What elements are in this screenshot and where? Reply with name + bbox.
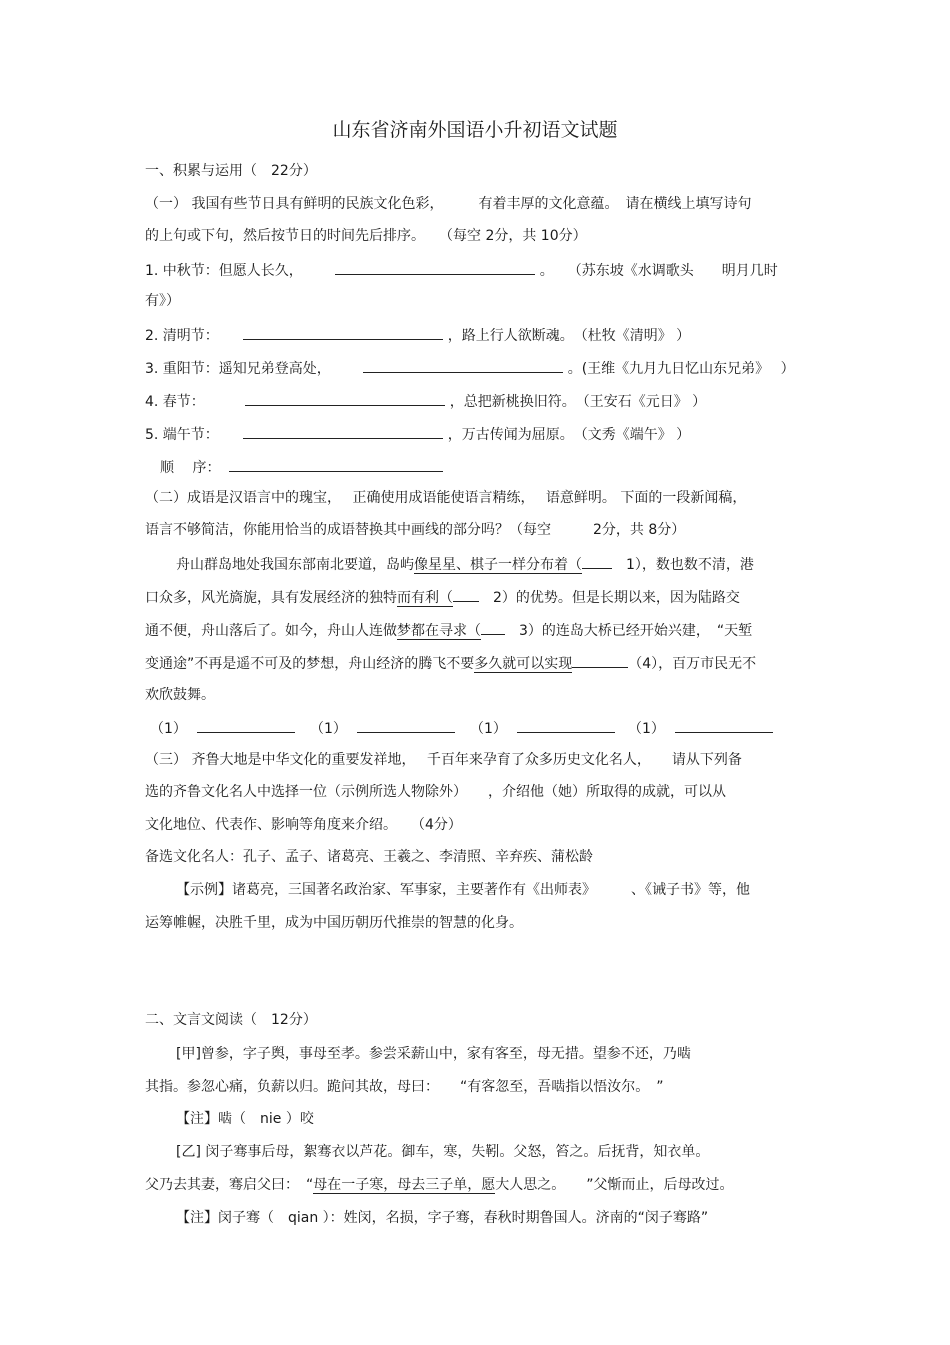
text-jia-line-1: [甲]曾参，字子舆，事母至孝。参尝采薪山中，家有客至，母无措。望参不还，乃啮 — [176, 1046, 691, 1062]
answer-blank-5[interactable] — [243, 424, 443, 439]
question-4 — [145, 391, 706, 411]
example-line-2: 运筹帷幄，决胜千里，成为中国历朝历代推崇的智慧的化身。 — [145, 915, 523, 931]
question-1 — [145, 260, 778, 280]
part3-intro-line1: （三） 齐鲁大地是中华文化的重要发祥地， 千百年来孕育了众多历史文化名人， 请从下列备 — [145, 752, 742, 768]
passage-gap-3 — [481, 620, 505, 635]
question-5-label: 5. 端午节： — [145, 427, 219, 443]
question-2-text: ，路上行人欲断魂。 （杜牧《清明》 ） — [447, 328, 691, 344]
part3-intro-line2: 选的齐鲁文化名人中选择一位（示例所选人物除外） ，介绍他（她）所取得的成就，可以从 — [145, 784, 726, 800]
passage-line-1 — [176, 554, 754, 574]
section-heading-1: 一、积累与运用（ 22分） — [145, 163, 317, 179]
answer-label: （1） — [628, 721, 665, 737]
example-line-1: 【示例】诸葛亮，三国著名政治家、军事家，主要著作有《出师表》 、《诫子书》等，他 — [176, 882, 750, 898]
page-title: 山东省济南外国语小升初语文试题 — [332, 119, 618, 141]
answer-blank-1[interactable] — [335, 260, 535, 275]
underlined-phrase-4: 多久就可以实现 — [474, 656, 573, 672]
answer-row — [470, 718, 615, 738]
question-2 — [145, 325, 690, 345]
note-2: 【注】闵子骞（ qian ）：姓闵，名损，字子骞，春秋时期鲁国人。济南的“闵子骞路” — [176, 1210, 709, 1226]
question-4-text: ，总把新桃换旧符。 （王安石《元日》 ） — [449, 394, 707, 410]
answer-label: （1） — [470, 721, 507, 737]
underlined-phrase-3: 梦都在寻求（ — [397, 623, 481, 639]
passage-text: 舟山群岛地处我国东部南北要道，岛屿 — [176, 557, 414, 573]
question-1-source: 。 （苏东坡《水调歌头 明月几时 — [539, 263, 778, 279]
passage-text: （4），百万市民无不 — [628, 656, 757, 672]
note-1: 【注】啮（ nie ）咬 — [176, 1111, 314, 1127]
order-blank[interactable] — [229, 457, 443, 472]
idiom-blank-4[interactable] — [675, 718, 773, 733]
part3-intro-line3: 文化地位、代表作、影响等角度来介绍。 （4分） — [145, 817, 462, 833]
passage-gap-1 — [582, 554, 612, 569]
question-4-label: 4. 春节： — [145, 394, 205, 410]
underlined-phrase-2: 而有利（ — [397, 590, 453, 606]
passage-gap-2 — [453, 587, 479, 602]
passage-gap-4 — [572, 653, 628, 668]
part1-intro-line2: 的上句或下句，然后按节日的时间先后排序。 （每空 2分，共 10分） — [145, 228, 587, 244]
passage-line-4 — [145, 653, 756, 673]
passage-text: 2）的优势。但是长期以来，因为陆路交 — [479, 590, 740, 606]
text-yi-lead: 父乃去其妻，骞启父曰： “ — [145, 1177, 314, 1193]
passage-line-3 — [145, 620, 752, 640]
question-5-text: ，万古传闻为屈原。 （文秀《端午》 ） — [447, 427, 691, 443]
order-row — [160, 457, 443, 477]
order-label: 顺 序： — [160, 460, 221, 476]
passage-text: 3）的连岛大桥已经开始兴建， “天堑 — [505, 623, 753, 639]
part2-intro-line1: （二）成语是汉语言中的瑰宝， 正确使用成语能使语言精练， 语意鲜明。 下面的一段新闻稿， — [145, 490, 747, 506]
answer-blank-3[interactable] — [363, 358, 563, 373]
question-3 — [145, 358, 795, 378]
question-3-source: 。(王维《九月九日忆山东兄弟》 ） — [567, 361, 795, 377]
part1-intro-line1: （一） 我国有些节日具有鲜明的民族文化色彩， 有着丰厚的文化意蕴。 请在横线上填写诗句 — [145, 196, 752, 212]
part2-intro-line2: 语言不够简洁，你能用恰当的成语替换其中画线的部分吗？（每空 2分，共 8分） — [145, 522, 686, 538]
idiom-blank-2[interactable] — [357, 718, 455, 733]
text-yi-tail: 大人思之。 ”父惭而止，后母改过。 — [495, 1177, 734, 1193]
idiom-blank-1[interactable] — [197, 718, 295, 733]
answer-row — [150, 718, 295, 738]
passage-line-2 — [145, 587, 740, 607]
passage-text: 1），数也数不清，港 — [612, 557, 754, 573]
question-1-source-cont: 有》） — [145, 293, 180, 309]
question-1-prompt: 1. 中秋节：但愿人长久， — [145, 263, 303, 279]
passage-text: 通不便，舟山落后了。如今，舟山人连做 — [145, 623, 397, 639]
answer-blank-2[interactable] — [243, 325, 443, 340]
candidate-list: 备选文化名人：孔子、孟子、诸葛亮、王羲之、李清照、辛弃疾、蒲松龄 — [145, 849, 593, 865]
passage-text: 变通途”不再是遥不可及的梦想，舟山经济的腾飞不要 — [145, 656, 475, 672]
answer-label: （1） — [310, 721, 347, 737]
text-yi-line-2 — [145, 1176, 734, 1194]
answer-blank-4[interactable] — [245, 391, 445, 406]
answer-row — [628, 718, 773, 738]
underlined-quote: 母在一子寒，母去三子单，愿 — [313, 1177, 496, 1193]
passage-text: 口众多，风光旖旎，具有发展经济的独特 — [145, 590, 397, 606]
answer-row — [310, 718, 455, 738]
text-jia-line-2: 其指。参忽心痛，负薪以归。跪问其故，母曰： “有客忽至，吾啮指以悟汝尔。 ” — [145, 1079, 664, 1095]
idiom-blank-3[interactable] — [517, 718, 615, 733]
question-2-label: 2. 清明节： — [145, 328, 219, 344]
text-yi-line-1: [乙] 闵子骞事后母，絮骞衣以芦花。御车，寒，失靷。父怒，笞之。后抚背，知衣单。 — [176, 1144, 710, 1160]
section-heading-2: 二、文言文阅读（ 12分） — [145, 1012, 317, 1028]
passage-line-5: 欢欣鼓舞。 — [145, 687, 215, 703]
underlined-phrase-1: 像星星、棋子一样分布着（ — [414, 557, 582, 573]
answer-label: （1） — [150, 721, 187, 737]
question-3-prompt: 3. 重阳节：遥知兄弟登高处， — [145, 361, 331, 377]
question-5 — [145, 424, 690, 444]
